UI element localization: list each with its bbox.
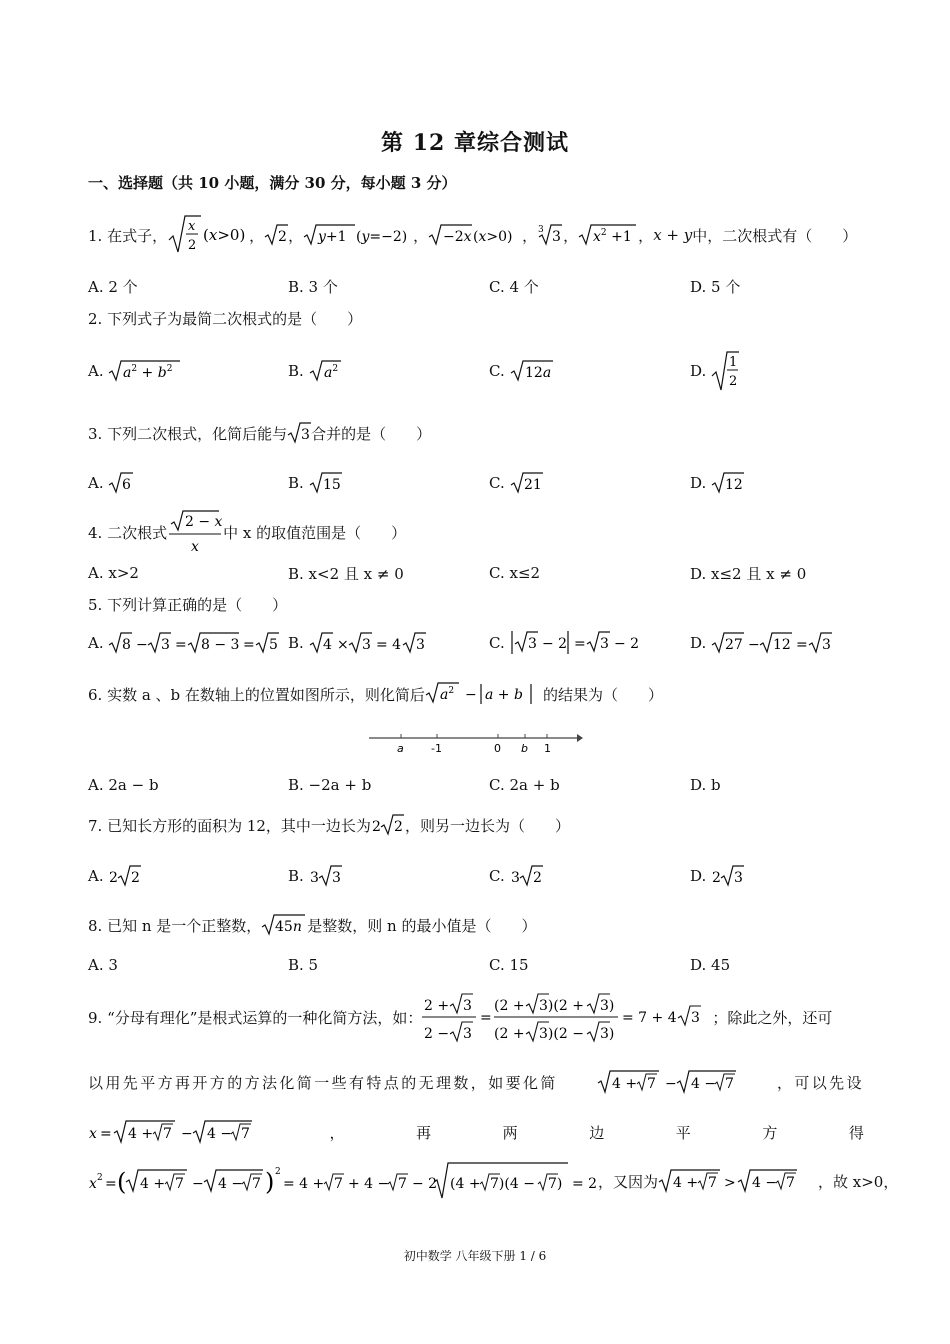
svg-text:4 −: 4 − bbox=[752, 1175, 778, 1191]
svg-text:4 −: 4 − bbox=[207, 1126, 233, 1142]
question-4: 4. 二次根式 2 − x x 中 x 的取值范围是（ ） bbox=[88, 508, 406, 556]
svg-text:−: − bbox=[136, 637, 149, 653]
q6-option-c[interactable]: C. 2a + b bbox=[489, 776, 560, 794]
svg-text:2: 2 bbox=[278, 229, 288, 245]
svg-text:−: − bbox=[665, 1076, 678, 1092]
axis-label-neg1: -1 bbox=[431, 742, 442, 755]
svg-text:3): 3) bbox=[600, 998, 615, 1014]
svg-text:7: 7 bbox=[252, 1176, 261, 1192]
svg-text:+ 4 −: + 4 − bbox=[348, 1176, 390, 1192]
svg-text:6: 6 bbox=[122, 477, 132, 493]
svg-text:3: 3 bbox=[510, 870, 520, 886]
q5-option-b[interactable]: B. 4 × 3 = 4 3 bbox=[288, 634, 425, 653]
svg-text:7: 7 bbox=[725, 1076, 735, 1092]
svg-text:8: 8 bbox=[122, 637, 132, 653]
svg-text:2: 2 bbox=[97, 1173, 103, 1183]
svg-text:=: = bbox=[175, 637, 188, 653]
svg-text:−: − bbox=[192, 1176, 204, 1192]
svg-text:2: 2 bbox=[532, 870, 542, 886]
q9-rationalize-example bbox=[422, 986, 712, 1048]
question-6: 6. 实数 a 、b 在数轴上的位置如图所示，则化简后 $a^2$ − a + b 的结果为（ ） bbox=[88, 680, 663, 708]
svg-text:x: x bbox=[191, 539, 199, 555]
svg-text:=: = bbox=[100, 1126, 112, 1142]
q1-option-a[interactable]: A. 2 个 bbox=[88, 277, 138, 296]
svg-text:3: 3 bbox=[309, 870, 319, 886]
svg-text:a2: $a^2$ bbox=[439, 686, 455, 703]
svg-text:1: 1 bbox=[729, 355, 738, 370]
section-heading: 一、选择题（共 10 小题，满分 30 分，每小题 3 分） bbox=[88, 174, 457, 192]
number-line bbox=[365, 728, 585, 756]
q1-math-7: x + y bbox=[653, 226, 693, 244]
svg-text:7: 7 bbox=[241, 1126, 250, 1142]
svg-text:(4 +: (4 + bbox=[450, 1176, 481, 1192]
q5-options bbox=[88, 628, 868, 658]
svg-text:7: 7 bbox=[647, 1076, 657, 1092]
q2-options bbox=[88, 355, 868, 389]
q1-option-c[interactable]: C. 4 个 bbox=[489, 277, 539, 296]
q1-options bbox=[88, 271, 868, 301]
q1-math-6 bbox=[578, 222, 638, 248]
svg-text:4 −: 4 − bbox=[218, 1176, 244, 1192]
q5-option-c[interactable]: C. 3 − 2 = 3 − 2 bbox=[489, 634, 639, 652]
q6-option-a[interactable]: A. 2a − b bbox=[88, 776, 159, 794]
svg-text:4 +: 4 + bbox=[128, 1126, 154, 1142]
svg-text:2: 2 bbox=[371, 819, 381, 835]
q4-option-b[interactable]: B. x<2 且 x ≠ 0 bbox=[288, 564, 404, 583]
svg-text:x2 +1: $x^2 +1$ bbox=[593, 228, 632, 245]
question-7: 7. 已知长方形的面积为 12，其中一边长为 2 2 ，则另一边长为（ ） bbox=[88, 816, 570, 835]
svg-text:7)(4 −: 7)(4 − bbox=[490, 1176, 535, 1192]
svg-text:=: = bbox=[480, 1010, 493, 1026]
svg-text:12: 12 bbox=[773, 637, 791, 653]
svg-text:4 −: 4 − bbox=[691, 1076, 717, 1092]
q1-option-b[interactable]: B. 3 个 bbox=[288, 277, 338, 296]
svg-text:>: > bbox=[724, 1175, 736, 1191]
q5-option-a[interactable]: A. 8 − 3 = 8 − 3 = 5 bbox=[88, 634, 279, 653]
q1-math-3 bbox=[303, 222, 413, 248]
axis-label-a: a bbox=[397, 742, 404, 755]
svg-text:−: − bbox=[464, 687, 477, 703]
q2-option-b[interactable]: B. $a^2$ bbox=[288, 356, 343, 386]
q5-option-d[interactable]: D. 27 − 12 = 3 bbox=[690, 634, 831, 653]
q4-options bbox=[88, 558, 868, 588]
svg-text:(x>0): (x>0) bbox=[203, 226, 246, 244]
svg-text:7: 7 bbox=[175, 1176, 184, 1192]
q1-math-5 bbox=[537, 222, 563, 248]
svg-text:2: 2 bbox=[729, 374, 738, 389]
axis-label-b: b bbox=[521, 742, 528, 755]
svg-text:a2 + b2: $a^2 + b^2$ bbox=[123, 364, 173, 381]
q8-option-c[interactable]: C. 15 bbox=[489, 956, 529, 974]
q8-options bbox=[88, 950, 868, 980]
svg-text:x: x bbox=[89, 1126, 97, 1142]
svg-text:a2: $a^2$ bbox=[323, 364, 338, 381]
q4-option-a[interactable]: A. x>2 bbox=[88, 564, 139, 582]
question-9-line-4: x 2 = ( 4 + 7 − 4 − 7 ) 2 = 4 + 7 + 4 − 7 − 2 (4 + 7)(4 − 7) = 2 ，又因为 4 + 7 > 4 − 7 ，故 x>0， bbox=[88, 1160, 898, 1202]
svg-text:7: 7 bbox=[398, 1176, 407, 1192]
svg-text:2: 2 bbox=[712, 870, 721, 886]
q6-option-d[interactable]: D. b bbox=[690, 776, 721, 794]
question-5: 5. 下列计算正确的是（ ） bbox=[88, 596, 288, 614]
svg-text:7: 7 bbox=[334, 1176, 343, 1192]
svg-text:12a: 12a bbox=[524, 365, 551, 381]
q8-option-b[interactable]: B. 5 bbox=[288, 956, 319, 974]
svg-text:3: 3 bbox=[552, 229, 562, 245]
q7-option-b[interactable]: B. 3 3 bbox=[288, 867, 341, 886]
svg-text:4 +: 4 + bbox=[612, 1076, 638, 1092]
svg-text:45n: 45n bbox=[275, 919, 303, 935]
svg-text:2: 2 bbox=[188, 238, 197, 253]
svg-text:7: 7 bbox=[708, 1175, 717, 1191]
svg-text:x: x bbox=[188, 219, 196, 234]
svg-text:(2 +: (2 + bbox=[494, 998, 525, 1014]
svg-text:3: 3 bbox=[691, 1010, 701, 1026]
q2-option-c[interactable]: C. 12a bbox=[489, 362, 551, 381]
q6-options bbox=[88, 770, 868, 800]
svg-text:(: ( bbox=[117, 1168, 127, 1196]
svg-text:3: 3 bbox=[301, 427, 311, 443]
svg-text:= 4: = 4 bbox=[375, 637, 401, 653]
svg-text:4 +: 4 + bbox=[140, 1176, 166, 1192]
q2-option-d[interactable]: D. 1 2 bbox=[690, 348, 739, 394]
q2-option-a[interactable]: A. $a^2 + b^2$ bbox=[88, 356, 182, 386]
svg-text:3: 3 bbox=[527, 636, 537, 652]
svg-text:3: 3 bbox=[822, 637, 831, 653]
q1-prefix: 1. 在式子， bbox=[88, 226, 168, 245]
svg-text:=: = bbox=[796, 637, 808, 653]
question-3: 3. 下列二次根式，化简后能与 3 合并的是（ ） bbox=[88, 424, 432, 443]
svg-text:×: × bbox=[336, 637, 349, 653]
question-2: 2. 下列式子为最简二次根式的是（ ） bbox=[88, 310, 363, 328]
svg-text:3: 3 bbox=[463, 1026, 473, 1042]
question-1: 1. 在式子， x 2 (x>0) ， 2 ， y+1 (y=−2) ， −2x (x>0) ， 3 3 ， $x^2 +1$ ， x + y 中，二次根式有（ ） bbox=[88, 212, 857, 258]
question-9-line-3: x = 4 + 7 − 4 − 7 ， 再 两 边 平 方 得 bbox=[88, 1118, 864, 1146]
svg-text:4 +: 4 + bbox=[673, 1175, 699, 1191]
svg-text:3: 3 bbox=[463, 998, 473, 1014]
q4-option-d[interactable]: D. x≤2 且 x ≠ 0 bbox=[690, 564, 807, 583]
q1-tail: 中，二次根式有（ ） bbox=[692, 226, 858, 245]
svg-text:x: x bbox=[89, 1176, 97, 1192]
svg-text:7: 7 bbox=[163, 1126, 172, 1142]
svg-text:5: 5 bbox=[269, 637, 279, 653]
svg-text:3: 3 bbox=[734, 870, 743, 886]
svg-text:=: = bbox=[243, 637, 256, 653]
svg-text:(2 +: (2 + bbox=[494, 1026, 525, 1042]
svg-text:=: = bbox=[573, 636, 586, 652]
svg-text:3): 3) bbox=[600, 1026, 615, 1042]
q3-option-d[interactable]: D. 12 bbox=[690, 474, 743, 493]
svg-text:3: 3 bbox=[161, 637, 171, 653]
svg-text:3)(2 −: 3)(2 − bbox=[539, 1026, 585, 1042]
svg-text:7): 7) bbox=[548, 1176, 563, 1192]
q3-option-b[interactable]: B. 15 bbox=[288, 474, 341, 493]
q3-option-c[interactable]: C. 21 bbox=[489, 474, 542, 493]
svg-text:2: 2 bbox=[275, 1167, 281, 1177]
q6-option-b[interactable]: B. −2a + b bbox=[288, 776, 372, 794]
svg-text:4: 4 bbox=[322, 637, 332, 653]
q7-option-c[interactable]: C. 3 2 bbox=[489, 867, 542, 886]
page-footer: 初中数学 八年级下册 1 / 6 bbox=[403, 1249, 547, 1263]
svg-text:− 2: − 2 bbox=[412, 1176, 438, 1192]
svg-text:3: 3 bbox=[331, 870, 341, 886]
svg-text:2 −: 2 − bbox=[424, 1026, 450, 1042]
svg-text:a + b: a + b bbox=[484, 687, 523, 703]
svg-text:2: 2 bbox=[109, 870, 119, 886]
svg-text:−: − bbox=[181, 1126, 193, 1142]
q3-option-a[interactable]: A. 6 bbox=[88, 468, 134, 498]
svg-text:3: 3 bbox=[538, 225, 544, 235]
svg-text:7: 7 bbox=[786, 1175, 795, 1191]
q1-math-1 bbox=[167, 212, 249, 258]
svg-text:12: 12 bbox=[725, 477, 743, 493]
svg-text:3: 3 bbox=[415, 637, 425, 653]
svg-text:(x>0): (x>0) bbox=[473, 229, 513, 245]
svg-text:− 2: − 2 bbox=[541, 636, 567, 652]
q7-option-d[interactable]: D. 2 3 bbox=[690, 867, 743, 886]
svg-text:27: 27 bbox=[725, 637, 743, 653]
q1-option-d[interactable]: D. 5 个 bbox=[690, 277, 741, 296]
svg-text:3)(2 +: 3)(2 + bbox=[539, 998, 585, 1014]
q8-option-a[interactable]: A. 3 bbox=[88, 956, 118, 974]
svg-text:− 2: − 2 bbox=[613, 636, 639, 652]
q1-math-2 bbox=[264, 222, 288, 248]
question-8: 8. 已知 n 是一个正整数， 45n 是整数，则 n 的最小值是（ ） bbox=[88, 916, 537, 935]
svg-text:2 − x: 2 − x bbox=[185, 514, 223, 530]
svg-text:): ) bbox=[265, 1168, 275, 1196]
q1-math-4 bbox=[428, 222, 522, 248]
question-9-line-2: 以用先平方再开方的方法化简一些有特点的无理数，如要化简 4 + 7 − 4 − 7 ，可以先设 bbox=[88, 1068, 864, 1096]
svg-text:15: 15 bbox=[322, 477, 341, 493]
svg-text:3: 3 bbox=[599, 636, 609, 652]
svg-text:2: 2 bbox=[131, 870, 141, 886]
q8-option-d[interactable]: D. 45 bbox=[690, 956, 731, 974]
svg-text:21: 21 bbox=[523, 477, 542, 493]
svg-text:−2x: −2x bbox=[443, 229, 472, 245]
svg-text:= 7 + 4: = 7 + 4 bbox=[622, 1010, 678, 1026]
svg-text:−: − bbox=[748, 637, 760, 653]
page-title: 第 12 章综合测试 bbox=[381, 130, 569, 156]
svg-text:= 4 +: = 4 + bbox=[283, 1176, 325, 1192]
question-9-line-1: 9. “分母有理化”是根式运算的一种化简方法，如： 2 + 3 2 − 3 = (2 + 3)(2 + 3) (2 + 3)(2 − 3) = 7 + 4 3 ；除此之外，还可 bbox=[88, 986, 832, 1048]
svg-text:= 2: = 2 bbox=[572, 1176, 598, 1192]
svg-text:y+1: y+1 bbox=[318, 229, 347, 245]
svg-text:2 +: 2 + bbox=[424, 998, 450, 1014]
q3-options bbox=[88, 468, 868, 498]
axis-label-0: 0 bbox=[494, 742, 501, 755]
q7-option-a[interactable]: A. 2 2 bbox=[88, 867, 141, 886]
q7-options bbox=[88, 861, 868, 891]
svg-text:=: = bbox=[105, 1176, 117, 1192]
svg-text:3: 3 bbox=[361, 637, 371, 653]
svg-text:(y=−2): (y=−2) bbox=[356, 229, 408, 245]
svg-text:8 − 3: 8 − 3 bbox=[201, 637, 240, 653]
axis-label-1: 1 bbox=[544, 742, 551, 755]
svg-text:2: 2 bbox=[393, 819, 403, 835]
q4-option-c[interactable]: C. x≤2 bbox=[489, 564, 541, 582]
